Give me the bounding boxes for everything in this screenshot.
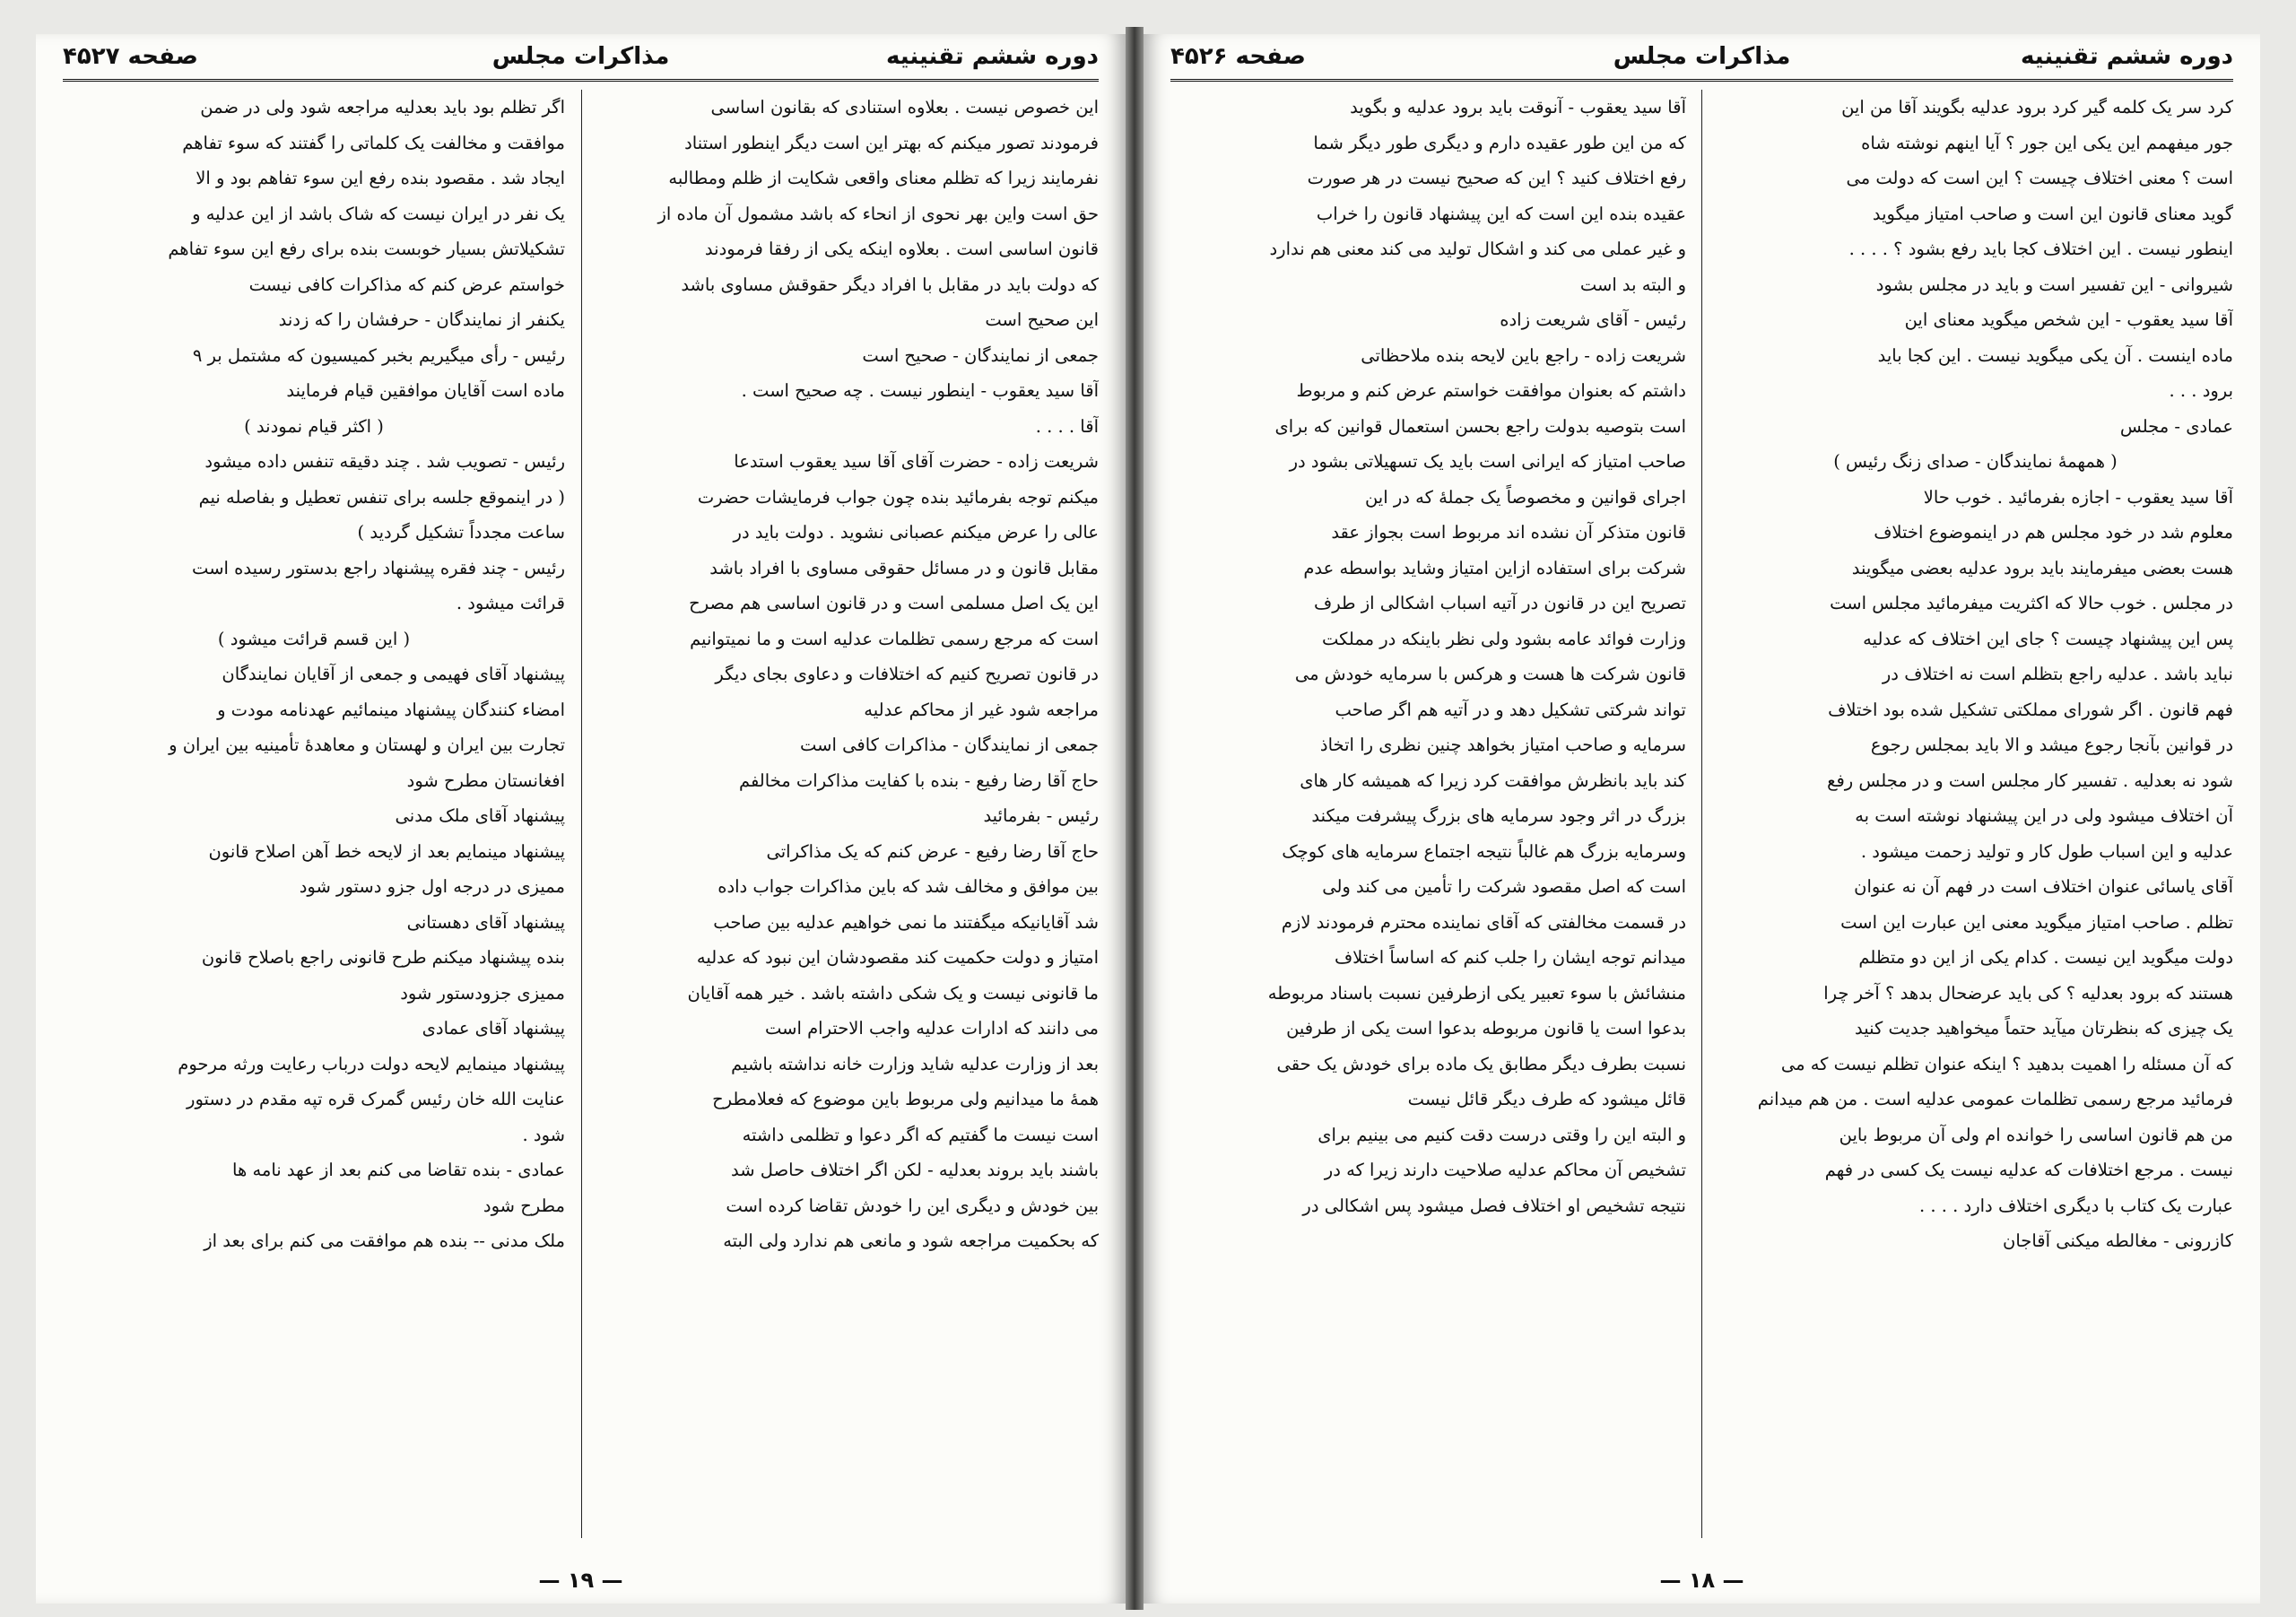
text-line: قائل میشود که طرف دیگر قائل نیست (1407, 1089, 1686, 1109)
text-line: این خصوص نیست . بعلاوه استنادی که بقانون اساسی (710, 97, 1099, 117)
text-line: شریعت زاده - راجع باین لایحه بنده ملاحظاتی (1361, 344, 1686, 366)
text-line: این صحیح است (985, 309, 1099, 330)
text-line: پس این پیشنهاد چیست ؟ جای این اختلاف که عدلیه (1863, 628, 2233, 649)
text-line: قانون شرکت ها هست و هرکس با سرمایه خودش می (1294, 664, 1686, 684)
text-line: معلوم شد در خود مجلس هم در اینموضوع اختلاف (1874, 522, 2233, 543)
header-title: مذاکرات مجلس (1613, 43, 1791, 70)
page-footer-number: — ۱۹ — (538, 1568, 623, 1593)
text-line: ممیزی جزودستور شود (400, 982, 565, 1004)
text-line: آقا سید یعقوب - اجازه بفرمائید . خوب حالا (1923, 486, 2233, 508)
text-line: موافقت و مخالفت یک کلماتی را گفتند که سوء تفاهم (182, 132, 565, 153)
text-line: هست بعضی میفرمایند باید برود عدلیه بعضی میگویند (1851, 557, 2233, 578)
text-line: جمعی از نمایندگان - صحیح است (862, 344, 1099, 366)
text-line: قانون اساسی است . بعلاوه اینکه یکی از رفقا فرمودند (704, 239, 1099, 259)
text-line: منشائش با سوء تعبیر یکی ازطرفین نسبت باسناد مربوطه (1267, 982, 1686, 1004)
text-line: مقابل قانون و در مسائل حقوقی مساوی با افراد باشد (709, 557, 1099, 578)
text-line: که آن مسئله را اهمیت بدهید ؟ اینکه عنوان تظلم نیست که می (1780, 1053, 2233, 1074)
text-line: میکنم توجه بفرمائید بنده چون جواب فرمایشات حضرت (697, 486, 1099, 508)
text-line: در قوانین بآنجا رجوع میشد و الا باید بمجلس رجوع (1870, 735, 2233, 755)
text-line: خواستم عرض کنم که مذاکرات کافی نیست (248, 274, 565, 295)
text-line: حق است واین بهر نحوی از انحاء که باشد مشمول آن ماده از (657, 203, 1099, 224)
text-line: بعد از وزارت عدلیه شاید وزارت خانه نداشته باشیم (731, 1053, 1099, 1074)
text-line: پیشنهاد آقای ملک مدنی (395, 805, 565, 826)
text-line: آقا . . . . (1035, 415, 1099, 437)
text-line: وسرمایه بزرگ هم غالباً نتیجه اجتماع سرمایه های کوچک (1282, 840, 1686, 862)
text-line: ماده اینست . آن یکی میگوید نیست . این کجا باید (1877, 344, 2233, 366)
text-line: ( اکثر قیام نمودند ) (244, 415, 384, 437)
text-line: آقا سید یعقوب - این شخص میگوید معنای این (1904, 309, 2233, 330)
text-line: آقا سید یعقوب - آنوقت باید برود عدلیه و بگوید (1350, 97, 1686, 117)
text-line: تصریح این در قانون در آتیه اسباب اشکالی از طرف (1314, 593, 1686, 613)
text-line: من هم قانون اساسی را خوانده ام ولی آن مربوط باین (1839, 1124, 2233, 1145)
text-line: بنده پیشنهاد میکنم طرح قانونی راجع باصلاح قانون (201, 947, 565, 968)
text-line: قرائت میشود . (456, 593, 565, 613)
text-line: نفرمایند زیرا که تظلم معنای واقعی شکایت از ظلم ومطالبه (668, 168, 1099, 188)
text-line: شد آقایانیکه میگفتند ما نمی خواهیم عدلیه بین صاحب (713, 911, 1099, 933)
text-column-right (596, 90, 1099, 1541)
text-line: ساعت مجدداً تشکیل گردید ) (357, 522, 565, 543)
text-line: همهٔ ما میدانیم ولی مربوط باین موضوع که فعلامطرح (712, 1089, 1099, 1109)
text-line: جور میفهمم این یکی این جور ؟ آیا اینهم نوشته شاه (1861, 132, 2233, 153)
text-line: پیشنهاد آقای دهستانی (406, 911, 565, 933)
text-line: شرکت برای استفاده ازاین امتیاز وشاید بواسطه عدم (1303, 557, 1686, 578)
text-line: فهم قانون . اگر شورای مملکتی تشکیل شده بود اختلاف (1828, 699, 2233, 720)
header-page-number: صفحه ۴۵۲۶ (1170, 43, 1306, 70)
text-line: ممیزی در درجه اول جزو دستور شود (299, 876, 565, 897)
text-line: رفع اختلاف کنید ؟ این که صحیح نیست در هر صورت (1307, 168, 1686, 188)
text-line: افغانستان مطرح شود (406, 769, 565, 791)
text-line: و غیر عملی می کند و اشکال تولید می کند معنی هم ندارد (1269, 239, 1686, 259)
text-line: یک نفر در ایران نیست که شاک باشد از این عدلیه و (192, 203, 565, 224)
text-line: ( این قسم قرائت میشود ) (217, 628, 411, 649)
text-line: میدانم توجه ایشان را جلب کنم که اساساً اختلاف (1334, 947, 1686, 968)
book-gutter (1126, 27, 1144, 1610)
text-line: جمعی از نمایندگان - مذاکرات کافی است (800, 735, 1099, 755)
column-divider (1701, 90, 1702, 1538)
text-line: قانون متذکر آن نشده اند مربوط است بجواز عقد (1331, 522, 1686, 543)
text-line: که من این طور عقیده دارم و دیگری طور دیگر شما (1313, 132, 1686, 153)
text-line: آن اختلاف میشود ولی در این پیشنهاد نوشته است به (1855, 805, 2233, 826)
text-line: پیشنهاد مینمایم لایحه دولت درباب رعایت ورثه مرحوم (178, 1053, 565, 1074)
text-line: تظلم . صاحب امتیاز میگوید معنی این عبارت این است (1840, 911, 2233, 933)
text-line: عبارت یک کتاب با دیگری اختلاف دارد . . . . (1918, 1195, 2233, 1216)
text-line: شیروانی - این تفسیر است و باید در مجلس بشود (1875, 274, 2233, 295)
text-line: برود . . . (2169, 380, 2233, 401)
text-line: عمادی - مجلس (2119, 415, 2233, 437)
text-line: داشتم که بعنوان موافقت خواستم عرض کنم و مربوط (1296, 380, 1686, 401)
text-line: عدلیه و این اسباب طول کار و تولید زحمت میشود . (1860, 840, 2233, 862)
text-line: پیشنهاد مینمایم بعد از لایحه خط آهن اصلاح قانون (208, 840, 565, 862)
text-column-right (1718, 90, 2233, 1541)
text-line: عنایت الله خان رئیس گمرک قره تپه مقدم در دستور (187, 1089, 565, 1109)
text-line: هستند که برود بعدلیه ؟ کی باید عرضحال بدهد ؟ آخر چرا (1823, 982, 2233, 1004)
text-line: و البته بد است (1579, 274, 1686, 295)
text-line: تشخیص آن محاکم عدلیه صلاحیت دارند زیرا که در (1324, 1160, 1686, 1180)
text-line: صاحب امتیاز که ایرانی است باید یک تسهیلاتی بشود در (1289, 451, 1686, 472)
text-line: کرد سر یک کلمه گیر کرد برود عدلیه بگویند آقا من این (1841, 97, 2233, 117)
text-line: کند باید بانظرش موافقت کرد زیرا که همیشه کار های (1300, 769, 1686, 791)
text-line: رئیس - تصویب شد . چند دقیقه تنفس داده میشود (204, 451, 565, 472)
text-line: در قانون تصریح کنیم که اختلافات و دعاوی بجای دیگر (715, 664, 1099, 684)
text-line: ایجاد شد . مقصود بنده رفع این سوء تفاهم بود و الا (196, 168, 565, 188)
text-line: رئیس - بفرمائید (983, 805, 1099, 826)
page-header (1170, 38, 2233, 82)
text-line: است که اصل مقصود شرکت را تأمین می کند ولی (1322, 876, 1686, 897)
text-line: تشکیلاتش بسیار خوبست بنده برای رفع این سوء تفاهم (168, 239, 565, 259)
header-title: مذاکرات مجلس (491, 43, 670, 70)
text-line: نباید باشد . عدلیه راجع بتظلم است نه اختلاف در (1882, 664, 2233, 684)
text-line: عقیده بنده این است که این پیشنهاد قانون را خراب (1316, 203, 1686, 224)
text-line: ( همهمهٔ نمایندگان - صدای زنگ رئیس ) (1833, 451, 2118, 472)
text-line: بدعوا است یا قانون مربوطه بدعوا است یکی از طرفین (1286, 1018, 1686, 1039)
text-line: آقا سید یعقوب - اینطور نیست . چه صحیح است . (741, 380, 1099, 401)
header-issue: دوره ششم تقنینیه (885, 43, 1099, 70)
text-line: رئیس - آقای شریعت زاده (1500, 309, 1686, 330)
text-line: است که مرجع رسمی تظلمات عدلیه است و ما نمیتوانیم (690, 628, 1099, 649)
text-line: دولت میگوید این نیست . کدام یکی از این دو متظلم (1858, 947, 2233, 968)
text-line: نتیجه تشخیص او اختلاف فصل میشود پس اشکالی در (1302, 1195, 1686, 1216)
text-column-left (63, 90, 565, 1541)
text-column-left (1170, 90, 1686, 1541)
text-line: فرمائید مرجع رسمی تظلمات عمومی عدلیه است . من هم میدانم (1757, 1089, 2233, 1109)
text-line: کازرونی - مغالطه میکنی آقاجان (2003, 1230, 2233, 1251)
text-line: بزرگ در اثر وجود سرمایه های بزرگ پیشرفت میکند (1311, 805, 1686, 826)
text-line: سرمایه و صاحب امتیاز بخواهد چنین نظری را اتخاذ (1319, 735, 1686, 755)
text-line: آقای یاسائی عنوان اختلاف است در فهم آن نه عنوان (1854, 876, 2233, 897)
text-line: است نیست ما گفتیم که اگر دعوا و تظلمی داشته (742, 1124, 1099, 1145)
page-header (63, 38, 1099, 82)
text-line: در مجلس . خوب حالا که اکثریت میفرمائید مجلس است (1830, 593, 2233, 613)
text-line: شود . (522, 1124, 565, 1145)
text-line: ما قانونی نیست و یک شکی داشته باشد . خیر همه آقایان (687, 982, 1099, 1004)
text-line: پیشنهاد آقای عمادی (422, 1018, 565, 1039)
text-line: اجرای قوانین و مخصوصاً یک جملهٔ که در این (1364, 486, 1686, 508)
text-line: است ؟ معنی اختلاف چیست ؟ این است که دولت می (1846, 168, 2233, 188)
text-line: و البته این را وقتی درست دقت کنیم می بینیم برای (1318, 1124, 1686, 1145)
page-footer-number: — ۱۸ — (1659, 1568, 1744, 1593)
text-line: یکنفر از نمایندگان - حرفشان را که زدند (278, 309, 565, 330)
text-line: گوید معنای قانون این است و صاحب امتیاز میگوید (1872, 203, 2233, 224)
text-line: این یک اصل مسلمی است و در قانون اساسی هم مصرح (689, 593, 1099, 613)
text-line: امتیاز و دولت حکمیت کند مقصودشان این نبود که عدلیه (696, 947, 1099, 968)
text-line: پیشنهاد آقای فهیمی و جمعی از آقایان نمایندگان (222, 664, 565, 684)
text-line: حاج آقا رضا رفیع - عرض کنم که یک مذاکراتی (766, 840, 1099, 862)
text-line: اینطور نیست . این اختلاف کجا باید رفع بشود ؟ . . . . (1848, 239, 2233, 259)
text-line: امضاء کنندگان پیشنهاد مینمائیم عهدنامه مودت و (217, 699, 565, 720)
text-line: که بحکمیت مراجعه شود و مانعی هم ندارد ولی البته (723, 1230, 1099, 1251)
text-line: بین موافق و مخالف شد که باین مذاکرات جواب داده (718, 876, 1099, 897)
text-line: نسبت بطرف دیگر مطابق یک ماده برای خودش یک حقی (1276, 1053, 1686, 1074)
text-line: حاج آقا رضا رفیع - بنده با کفایت مذاکرات مخالفم (738, 769, 1099, 791)
text-line: تجارت بین ایران و لهستان و معاهدهٔ تأمینیه بین ایران و (169, 735, 565, 755)
header-page-number: صفحه ۴۵۲۷ (63, 43, 198, 70)
text-line: مطرح شود (483, 1195, 565, 1216)
text-line: شود نه بعدلیه . تفسیر کار مجلس است و در مجلس رفع (1827, 769, 2233, 791)
column-divider (581, 90, 582, 1538)
text-line: مراجعه شود غیر از محاکم عدلیه (864, 699, 1099, 720)
text-line: ملک مدنی -- بنده هم موافقت می کنم برای بعد از (204, 1230, 565, 1251)
page-4526 (1144, 34, 2260, 1604)
text-line: نیست . مرجع اختلافات که عدلیه نیست یک کسی در فهم (1824, 1160, 2233, 1180)
text-line: یک چیزی که بنظرتان میآید حتماً میخواهید جدیت کنید (1855, 1018, 2233, 1039)
text-line: اگر تظلم بود باید بعدلیه مراجعه شود ولی در ضمن (200, 97, 565, 117)
text-line: باشند باید بروند بعدلیه - لکن اگر اختلاف حاصل شد (731, 1160, 1099, 1180)
text-line: در قسمت مخالفتی که آقای نماینده محترم فرمودند لازم (1281, 911, 1686, 933)
text-line: که دولت باید در مقابل با افراد دیگر حقوقش مساوی باشد (681, 274, 1099, 295)
text-line: رئیس - چند فقره پیشنهاد راجع بدستور رسیده است (192, 557, 565, 578)
text-line: عالی را عرض میکنم عصبانی نشوید . دولت باید در (733, 522, 1099, 543)
header-issue: دوره ششم تقنینیه (2020, 43, 2233, 70)
page-4527 (36, 34, 1126, 1604)
text-line: شریعت زاده - حضرت آقای آقا سید یعقوب استدعا (734, 451, 1099, 472)
text-line: می دانند که ادارات عدلیه واجب الاحترام است (764, 1018, 1099, 1039)
text-line: است بتوصیه بدولت راجع بحسن استعمال قوانین که برای (1274, 415, 1686, 437)
text-line: عمادی - بنده تقاضا می کنم بعد از عهد نامه ها (232, 1160, 565, 1180)
text-line: وزارت فوائد عامه بشود ولی نظر باینکه در مملکت (1321, 628, 1686, 649)
text-line: ماده است آقایان موافقین قیام فرمایند (286, 380, 565, 401)
text-line: فرمودند تصور میکنم که بهتر این است دیگر اینطور استناد (684, 132, 1099, 153)
text-line: بین خودش و دیگری این را خودش تقاضا کرده است (726, 1195, 1099, 1216)
text-line: رئیس - رأی میگیریم بخبر کمیسیون که مشتمل بر ۹ (192, 344, 565, 366)
text-line: تواند شرکتی تشکیل دهد و در آتیه هم اگر صاحب (1335, 699, 1686, 720)
text-line: ( در اینموقع جلسه برای تنفس تعطیل و بفاصله نیم (198, 486, 565, 508)
